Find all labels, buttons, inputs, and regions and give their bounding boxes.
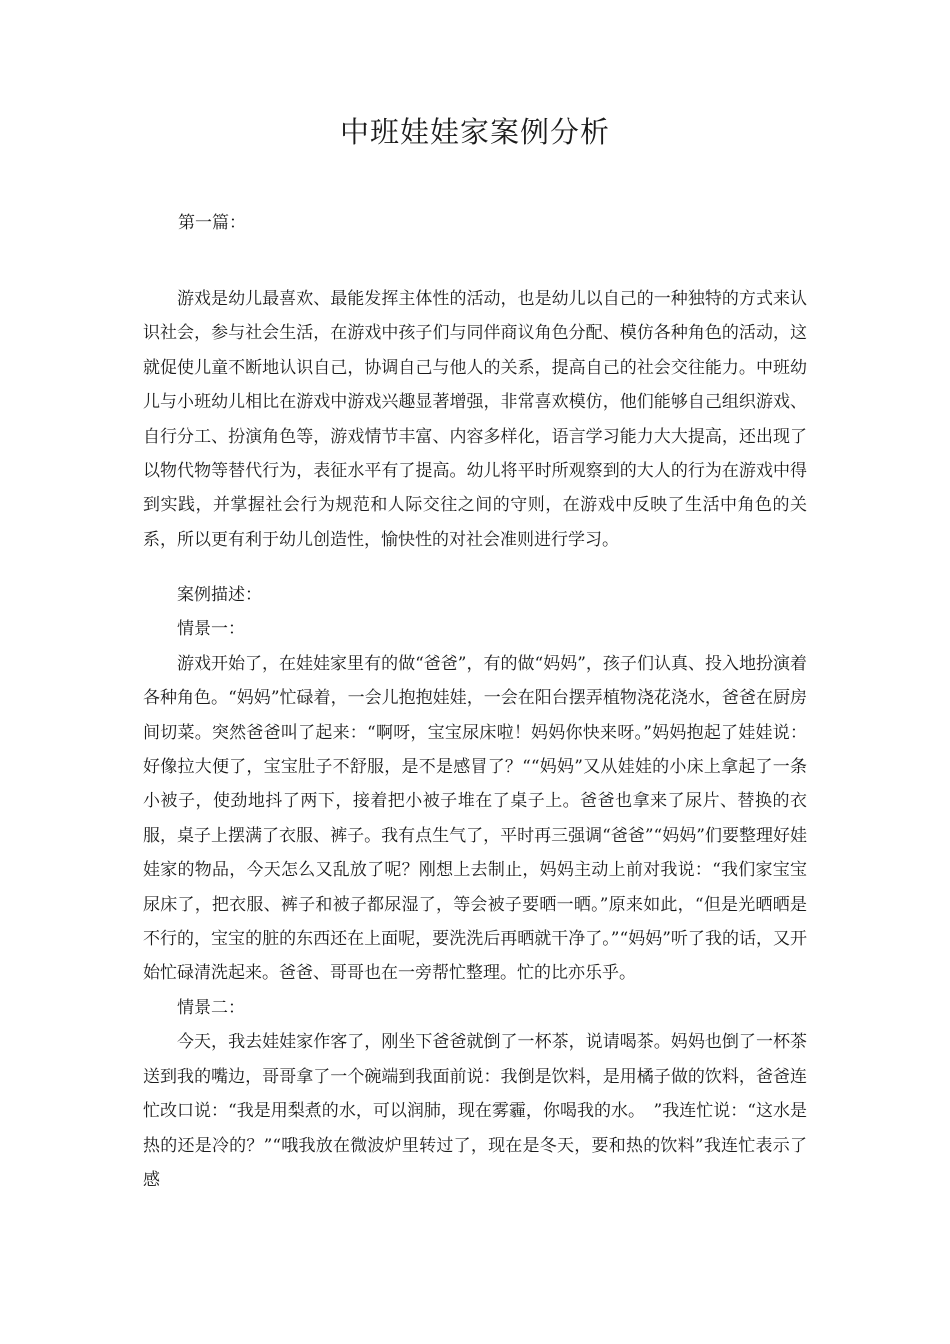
scene1-paragraph: 游戏开始了，在娃娃家里有的做“爸爸”，有的做“妈妈”，孩子们认真、投入地扮演着各种角色。“妈妈”忙碌着，一会儿抱抱娃娃，一会在阳台摆弄植物浇花浇水，爸爸在厨房间切菜。突然爸爸叫了起来：“啊呀，宝宝尿床啦！妈妈你快来呀。”妈妈抱起了娃娃说：好像拉大便了，宝宝肚子不舒服，是不是感冒了？““妈妈”又从娃娃的小床上拿起了一条小被子，使劲地抖了两下，接着把小被子堆在了桌子上。爸爸也拿来了尿片、替换的衣服，桌子上摆满了衣服、裤子。我有点生气了，平时再三强调“爸爸”“妈妈”们要整理好娃娃家的物品，今天怎么又乱放了呢？刚想上去制止，妈妈主动上前对我说：“我们家宝宝尿床了，把衣服、裤子和被子都尿湿了，等会被子要晒一晒。”原来如此，“但是光晒晒是不行的，宝宝的脏的东西还在上面呢，要洗洗后再晒就干净了。”“妈妈”听了我的话，又开始忙碌清洗起来。爸爸、哥哥也在一旁帮忙整理。忙的比亦乐乎。 (143, 653, 807, 984)
scene2-heading: 情景二： (177, 997, 245, 1018)
case-section (143, 578, 807, 1197)
case-heading: 案例描述： (177, 585, 262, 605)
intro-paragraph: 游戏是幼儿最喜欢、最能发挥主体性的活动，也是幼儿以自己的一种独特的方式来认识社会，参与社会生活，在游戏中孩子们与同伴商议角色分配、模仿各种角色的活动，这就促使儿童不断地认识自己，协调自己与他人的关系，提高自己的社会交往能力。中班幼儿与小班幼儿相比在游戏中游戏兴趣显著增强，非常喜欢模仿，他们能够自己组织游戏、自行分工、扮演角色等，游戏情节丰富、内容多样化，语言学习能力大大提高，还出现了以物代物等替代行为，表征水平有了提高。幼儿将平时所观察到的大人的行为在游戏中得到实践，并掌握社会行为规范和人际交往之间的守则，在游戏中反映了生活中角色的关系，所以更有利于幼儿创造性，愉快性的对社会准则进行学习。 (143, 289, 807, 550)
intro-section (143, 282, 807, 557)
document-title: 中班娃娃家案例分析 (339, 115, 610, 149)
part-label: 第一篇： (178, 213, 246, 233)
scene2-paragraph: 今天，我去娃娃家作客了，刚坐下爸爸就倒了一杯茶，说请喝茶。妈妈也倒了一杯茶送到我的嘴边，哥哥拿了一个碗端到我面前说：我倒是饮料，是用橘子做的饮料，爸爸连忙改口说：“我是用梨煮的水，可以润肺，现在雾霾，你喝我的水。 ”我连忙说：“这水是热的还是冷的？”“哦我放在微波炉里转过了，现在是冬天，要和热的饮料”我连忙表示了感 (143, 1032, 807, 1190)
scene1-heading: 情景一： (177, 619, 245, 640)
